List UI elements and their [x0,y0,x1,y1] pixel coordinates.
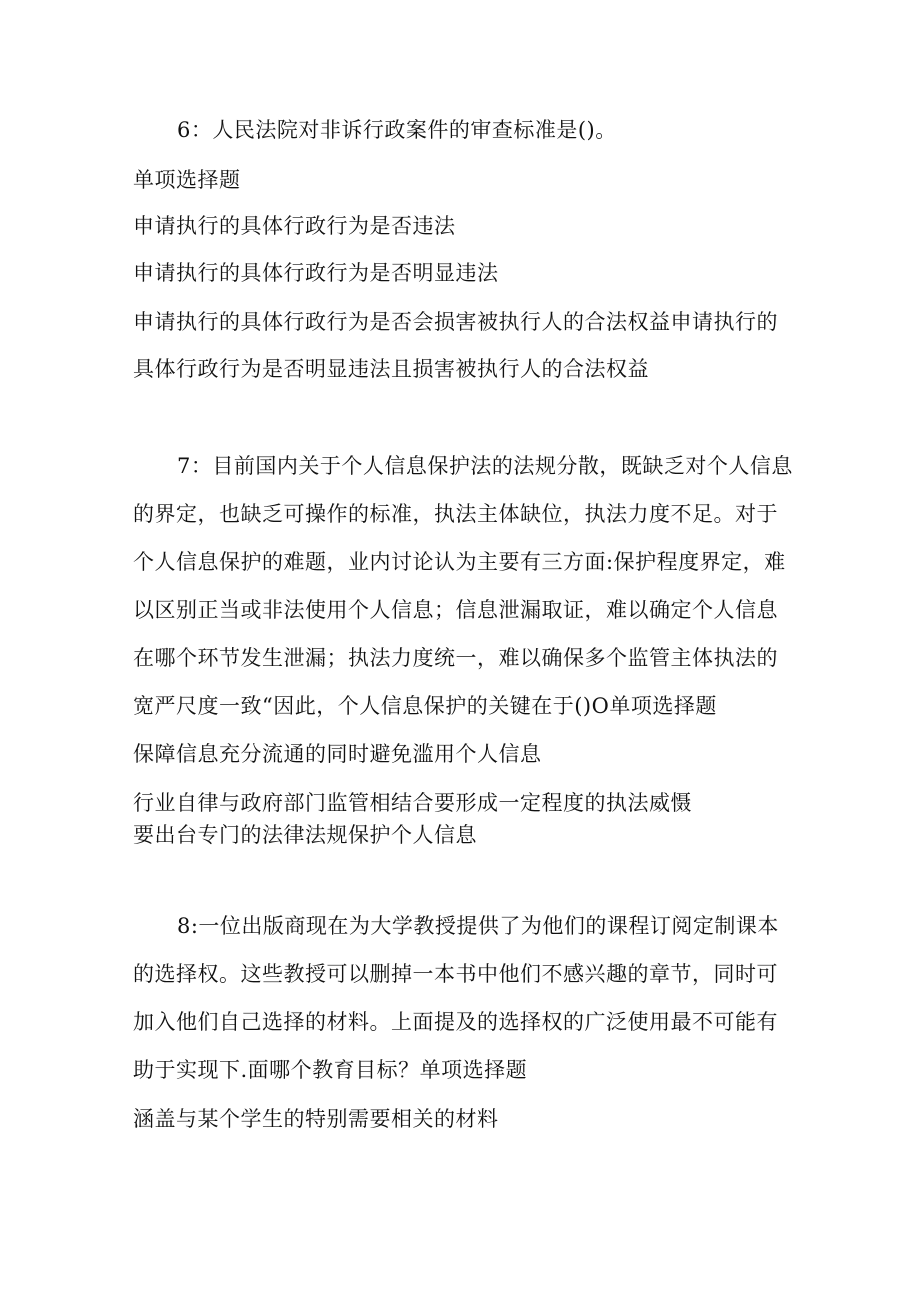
question-8-stem-line-2: 的选择权。这些教授可以删掉一本书中他们不感兴趣的章节，同时可 [133,962,778,986]
question-7-stem-line-2: 的界定，也缺乏可操作的标准，执法主体缺位，执法力度不足。对于 [133,502,778,526]
question-7-option-b: 行业自律与政府部门监管相结合要形成一定程度的执法威慑 [133,791,692,815]
question-6-option-d: 具体行政行为是否明显违法且损害被执行人的合法权益 [133,357,649,381]
question-6-stem: 6：人民法院对非诉行政案件的审查标准是()。 [177,118,617,142]
question-7-stem-line-6: 宽严尺度一致“因此，个人信息保护的关键在于()O单项选择题 [133,694,717,718]
question-7-option-a: 保障信息充分流通的同时避免滥用个人信息 [133,742,542,766]
question-8-stem-line-4: 助于实现下.面哪个教育目标？单项选择题 [133,1058,528,1082]
question-6-option-a: 申请执行的具体行政行为是否违法 [133,214,456,238]
question-7-stem-line-4: 以区别正当或非法使用个人信息；信息泄漏取证，难以确定个人信息 [133,598,778,622]
question-8-stem-line-3: 加入他们自己选择的材料。上面提及的选择权的广泛使用最不可能有 [133,1010,778,1034]
question-6-option-b: 申请执行的具体行政行为是否明显违法 [133,261,499,285]
question-6-type: 单项选择题 [133,168,241,192]
question-7-stem-line-3: 个人信息保护的难题，业内讨论认为主要有三方面:保护程度界定，难 [133,550,786,574]
question-8-option-a: 涵盖与某个学生的特别需要相关的材料 [133,1107,499,1131]
question-7-stem-line-1: 7：目前国内关于个人信息保护法的法规分散，既缺乏对个人信息 [177,454,793,478]
question-7-stem-line-5: 在哪个环节发生泄漏；执法力度统一，难以确保多个监管主体执法的 [133,646,778,670]
question-7-option-c: 要出台专门的法律法规保护个人信息 [133,823,477,847]
question-6-option-c: 申请执行的具体行政行为是否会损害被执行人的合法权益申请执行的 [133,310,778,334]
question-8-stem-line-1: 8:一位出版商现在为大学教授提供了为他们的课程订阅定制课本 [177,914,779,938]
